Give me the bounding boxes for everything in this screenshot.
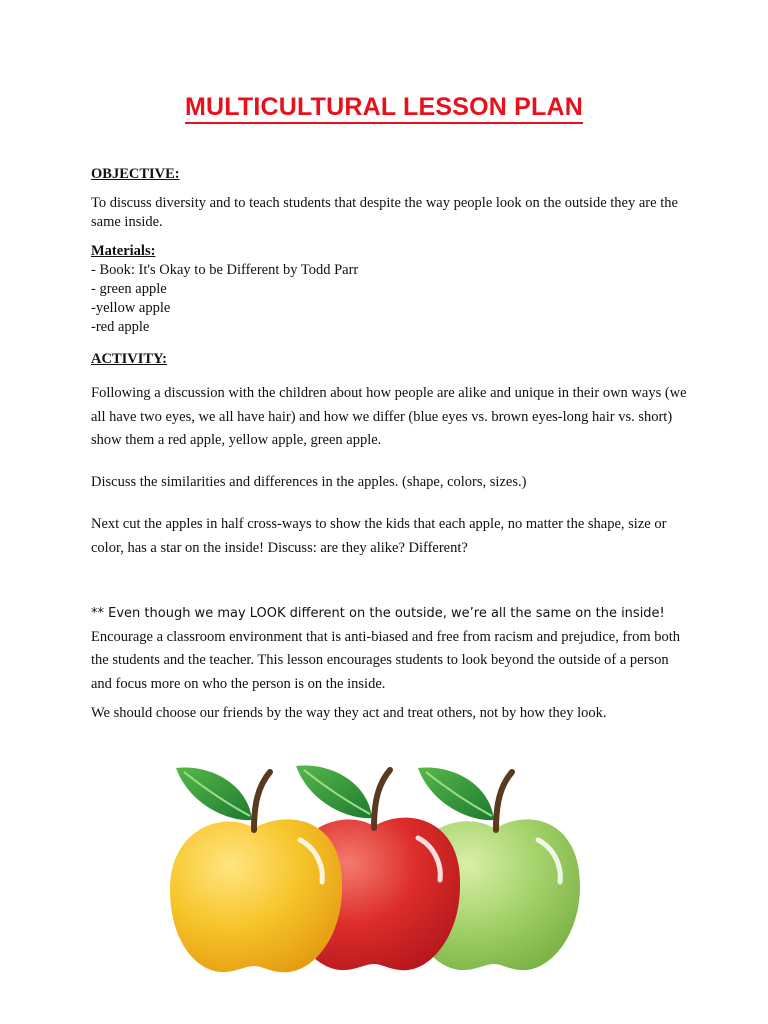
- materials-item: -yellow apple: [91, 300, 171, 316]
- activity-paragraph-2: Discuss the similarities and differences in the apples. (shape, colors, sizes.): [91, 474, 527, 490]
- note-section: [91, 602, 691, 696]
- page-title: [0, 93, 768, 122]
- title-text: MULTICULTURAL LESSON PLAN: [185, 93, 583, 124]
- materials-item: - Book: It's Okay to be Different by Todd Parr: [91, 262, 359, 278]
- closing-text: We should choose our friends by the way they act and treat others, not by how they look.: [91, 705, 607, 721]
- materials-section: [91, 242, 681, 337]
- materials-heading: Materials:: [91, 243, 156, 259]
- note-lead: ** Even though we may LOOK different on the outside, we’re all the same on the inside!: [91, 606, 665, 621]
- activity-paragraph-3: Next cut the apples in half cross-ways to show the kids that each apple, no matter the shape, size or color, has a star on the inside! Discuss: are they alike? Different?: [91, 516, 667, 556]
- activity-heading: ACTIVITY:: [91, 351, 168, 367]
- yellow-apple: [170, 767, 342, 972]
- note-text: Encourage a classroom environment that is anti-biased and free from racism and prejudice, from both the students and the teacher. This lesson encourages students to look beyond the outside of a person and focus more on who the person is on the inside.: [91, 628, 681, 692]
- activity-paragraph-1: Following a discussion with the children about how people are alike and unique in their own ways (we all have two eyes, we all have hair) and how we differ (blue eyes vs. brown eyes-long hair vs. short) show them a red apple, yellow apple, green apple.: [91, 385, 687, 448]
- materials-item: -red apple: [91, 319, 150, 335]
- objective-text: To discuss diversity and to teach students that despite the way people look on the outside they are the same inside.: [91, 195, 678, 230]
- materials-item: - green apple: [91, 281, 167, 297]
- objective-heading: OBJECTIVE:: [91, 166, 180, 182]
- apples-illustration: [160, 748, 600, 980]
